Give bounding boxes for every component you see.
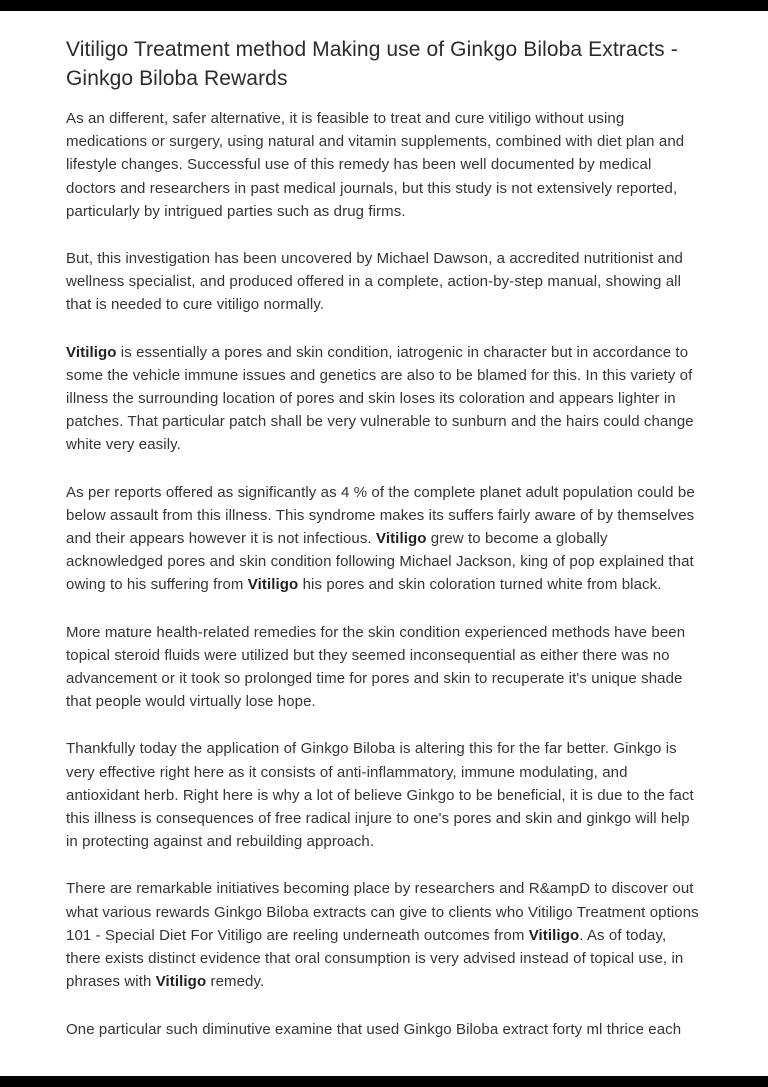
text-run: is essentially a pores and skin condition, iatrogenic in character but in accordance to some the vehicle immune issues and genetics are also to be blamed for this. In this variety of illness the surrounding location of pores and skin loses its coloration and appears lighter in patches. That particular patch shall be very vulnerable to sunburn and the hairs could change white very easily. xyxy=(66,343,694,454)
text-run: As an different, safer alternative, it is feasible to treat and cure vitiligo without using medications or surgery, using natural and vitamin supplements, combined with diet plan and lifestyle changes. Successful use of this remedy has been well documented by medical doctors and researchers in past medical journals, but this study is not extensively reported, particularly by intrigued parties such as drug firms. xyxy=(66,110,685,220)
text-run: As per reports offered as significantly as 4 % of the complete planet adult population could be below assault from this illness. This syndrome makes its suffers fairly aware of by themselves and their appears however it is not infectious. xyxy=(66,483,695,548)
paragraph xyxy=(66,1018,702,1041)
text-run: Thankfully today the application of Ginkgo Biloba is altering this for the far better. Ginkgo is very effective right here as it consists of anti-inflammatory, immune modulating, and antioxidant herb. Right here is why a lot of believe Ginkgo to be beneficial, it is due to the fact this illness is consequences of free radical injure to one's pores and skin and ginkgo will help in protecting against and rebuilding approach. xyxy=(66,740,694,851)
paragraph xyxy=(66,877,702,993)
paragraph xyxy=(66,621,702,714)
bold-text: Vitiligo xyxy=(528,926,580,944)
page-title: Vitiligo Treatment method Making use of Ginkgo Biloba Extracts - Ginkgo Biloba Rewards xyxy=(66,38,678,90)
paragraph xyxy=(66,737,702,853)
text-run: One particular such diminutive examine that used Ginkgo Biloba extract forty ml thrice each xyxy=(66,1020,682,1038)
document-page xyxy=(0,11,768,1076)
text-run: grew to become a globally acknowledged pores and skin condition following Michael Jackson, king of pop explained that owing to his suffering from xyxy=(66,530,694,594)
paragraph xyxy=(66,107,702,223)
bold-text: Vitiligo xyxy=(155,973,207,991)
bold-text: Vitiligo xyxy=(66,343,117,361)
paragraph-list xyxy=(66,107,702,1041)
text-run: . As of today, there exists distinct evidence that oral consumption is very advised instead of topical use, in phrases with xyxy=(66,926,684,991)
text-run: More mature health-related remedies for the skin condition experienced methods have been topical steroid fluids were utilized but they seemed inconsequential as either there was no advancement or it took so prolonged time for pores and skin to recuperate it's unique shade that people would virtually lose hope. xyxy=(66,623,686,711)
bold-text: Vitiligo xyxy=(247,576,299,594)
bottom-border-bar xyxy=(0,1076,768,1087)
paragraph xyxy=(66,341,702,457)
paragraph xyxy=(66,481,702,597)
bold-text: Vitiligo xyxy=(375,530,427,548)
text-run: There are remarkable initiatives becoming place by researchers and R&ampD to discover out what various rewards Ginkgo Biloba extracts can give to clients who Vitiligo Treatment options 101 - Special Diet For Vitiligo are reeling underneath outcomes from xyxy=(66,880,699,944)
text-run: his pores and skin coloration turned white from black. xyxy=(298,576,662,594)
top-border-bar xyxy=(0,0,768,11)
text-run: But, this investigation has been uncovered by Michael Dawson, a accredited nutritionist and wellness specialist, and produced offered in a complete, action-by-step manual, showing all that is needed to cure vitiligo normally. xyxy=(66,250,683,314)
paragraph xyxy=(66,247,702,317)
text-run: remedy. xyxy=(206,973,265,991)
